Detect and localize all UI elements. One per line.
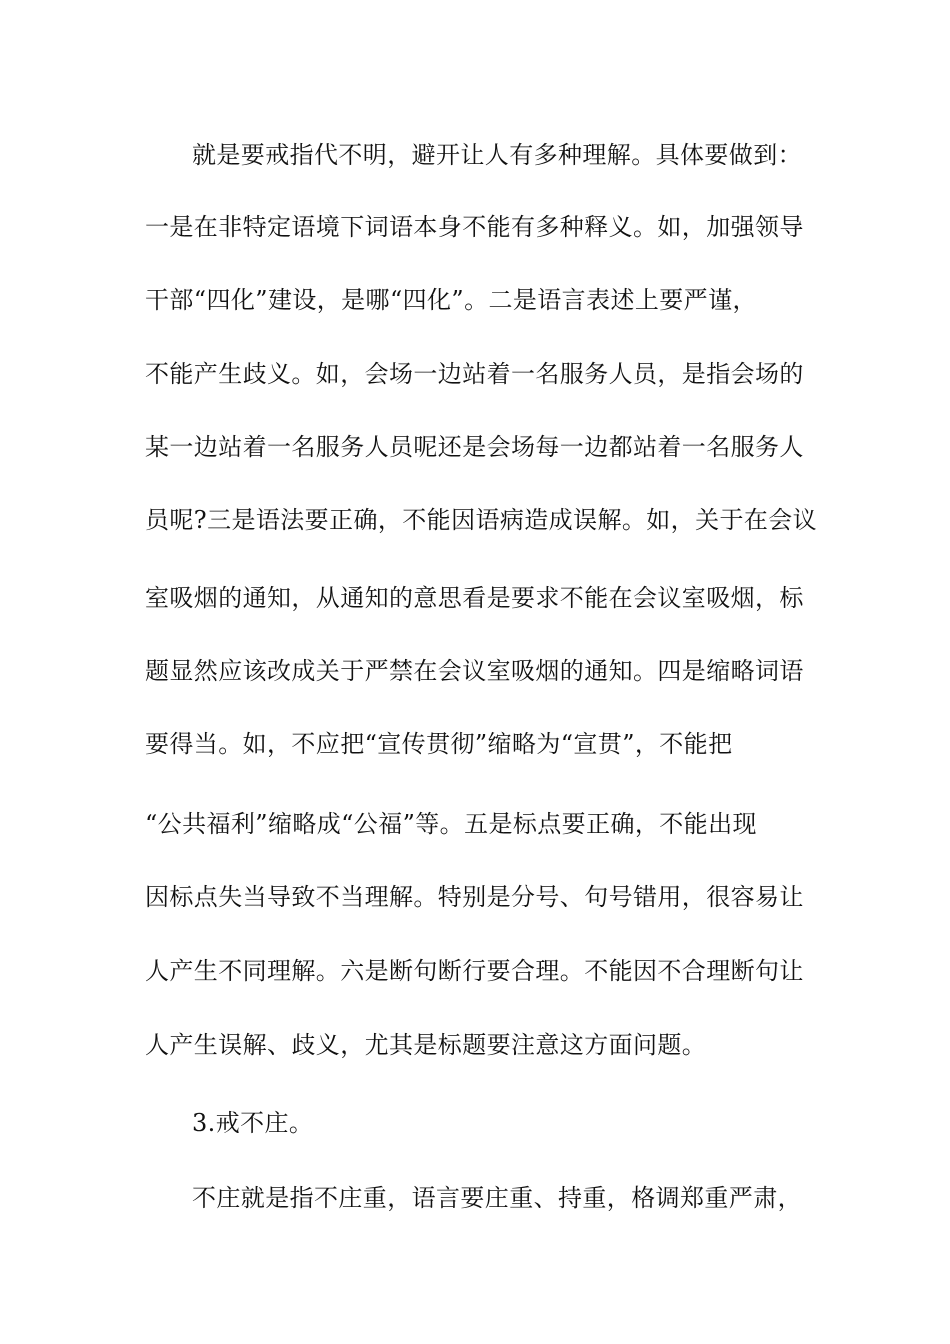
paragraph-line: 人产生不同理解。六是断句断行要合理。不能因不合理断句让 bbox=[145, 957, 804, 985]
paragraph-line: 不庄就是指不庄重，语言要庄重、持重，格调郑重严肃， bbox=[192, 1184, 802, 1212]
paragraph-line: 员呢?三是语法要正确，不能因语病造成误解。如，关于在会议 bbox=[145, 506, 818, 534]
paragraph-line: 题显然应该改成关于严禁在会议室吸烟的通知。四是缩略词语 bbox=[145, 657, 804, 685]
paragraph-line: 要得当。如，不应把“宣传贯彻”缩略为“宣贯”，不能把 bbox=[145, 730, 733, 758]
paragraph-line: 一是在非特定语境下词语本身不能有多种释义。如，加强领导 bbox=[145, 213, 804, 241]
section-heading: 3.戒不庄。 bbox=[192, 1109, 314, 1137]
paragraph-line: 室吸烟的通知，从通知的意思看是要求不能在会议室吸烟，标 bbox=[145, 584, 804, 612]
paragraph-line: “公共福利”缩略成“公福”等。五是标点要正确，不能出现 bbox=[145, 810, 757, 838]
paragraph-line: 因标点失当导致不当理解。特别是分号、句号错用，很容易让 bbox=[145, 883, 804, 911]
paragraph-line: 就是要戒指代不明，避开让人有多种理解。具体要做到： bbox=[192, 141, 802, 169]
paragraph-line: 某一边站着一名服务人员呢还是会场每一边都站着一名服务人 bbox=[145, 433, 804, 461]
paragraph-line: 人产生误解、歧义，尤其是标题要注意这方面问题。 bbox=[145, 1031, 707, 1059]
paragraph-line: 不能产生歧义。如，会场一边站着一名服务人员，是指会场的 bbox=[145, 360, 804, 388]
paragraph-line: 干部“四化”建设，是哪“四化”。二是语言表述上要严谨， bbox=[145, 286, 757, 314]
